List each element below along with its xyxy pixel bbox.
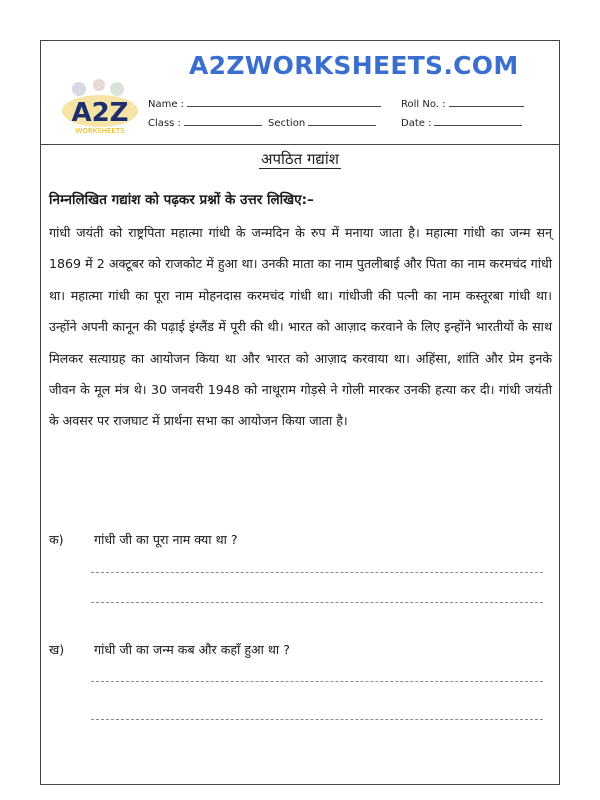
answer-line[interactable] bbox=[91, 719, 543, 720]
date-line bbox=[434, 116, 522, 126]
site-title: A2ZWORKSHEETS.COM bbox=[189, 51, 519, 80]
name-field bbox=[148, 97, 381, 110]
worksheet-header bbox=[41, 41, 559, 145]
question-1-text: गांधी जी का पूरा नाम क्या था ? bbox=[94, 532, 238, 547]
date-label: Date : bbox=[401, 118, 432, 129]
question-1-label: क) bbox=[49, 532, 64, 547]
instruction-text: निम्नलिखित गद्यांश को पढ़कर प्रश्नों के उत्तर लिखिए:– bbox=[49, 192, 314, 208]
question-2-label: ख) bbox=[49, 642, 65, 657]
worksheet-title-wrap bbox=[41, 149, 559, 169]
question-2 bbox=[49, 641, 290, 658]
roll-label: Roll No. : bbox=[401, 99, 446, 110]
name-line bbox=[187, 97, 381, 107]
roll-field bbox=[401, 97, 524, 110]
logo-text: A2Z bbox=[71, 98, 129, 128]
class-line bbox=[184, 116, 262, 126]
section-line bbox=[308, 116, 376, 126]
a2z-logo bbox=[59, 77, 141, 137]
worksheet-title: अपठित गद्यांश bbox=[261, 150, 339, 168]
answer-line[interactable] bbox=[91, 602, 543, 603]
answer-line[interactable] bbox=[91, 681, 543, 682]
section-label: Section bbox=[268, 118, 306, 129]
logo-subtext: WORKSHEETS bbox=[75, 127, 125, 135]
question-2-text: गांधी जी का जन्म कब और कहाँ हुआ था ? bbox=[94, 642, 290, 657]
class-field bbox=[148, 116, 262, 129]
section-field bbox=[268, 116, 376, 129]
passage-text: गांधी जयंती को राष्ट्रपिता महात्मा गांधी के जन्मदिन के रुप में मनाया जाता है। महात्मा गांधी का जन्म सन् 1869 में 2 अक्टूबर को राजकोट में हुआ था। उनकी माता का नाम पुतलीबाई और पिता का नाम करमचंद गांधी था। महात्मा गांधी का पूरा नाम मोहनदास करमचंद गांधी था। गांधीजी की पत्नी का नाम कस्तूरबा गांधी था। उन्होंने अपनी कानून की पढ़ाई इंग्लैंड में पूरी की थी। भारत को आज़ाद करवाने के लिए इन्होंने भारतीयों के साथ मिलकर सत्याग्रह का आयोजन किया था और भारत को आज़ाद करवाया था। अहिंसा, शांति और प्रेम इनके जीवन के मूल मंत्र थे। 30 जनवरी 1948 को नाथूराम गोड़से ने गोली मारकर उनकी हत्या कर दी। गांधी जयंती के अवसर पर राजघाट में प्रार्थना सभा का आयोजन किया जाता है। bbox=[49, 225, 552, 429]
date-field bbox=[401, 116, 522, 129]
worksheet-frame bbox=[40, 40, 560, 785]
roll-line bbox=[449, 97, 524, 107]
answer-line[interactable] bbox=[91, 572, 543, 573]
question-1 bbox=[49, 531, 238, 548]
passage bbox=[49, 217, 552, 437]
class-label: Class : bbox=[148, 118, 181, 129]
name-label: Name : bbox=[148, 99, 185, 110]
